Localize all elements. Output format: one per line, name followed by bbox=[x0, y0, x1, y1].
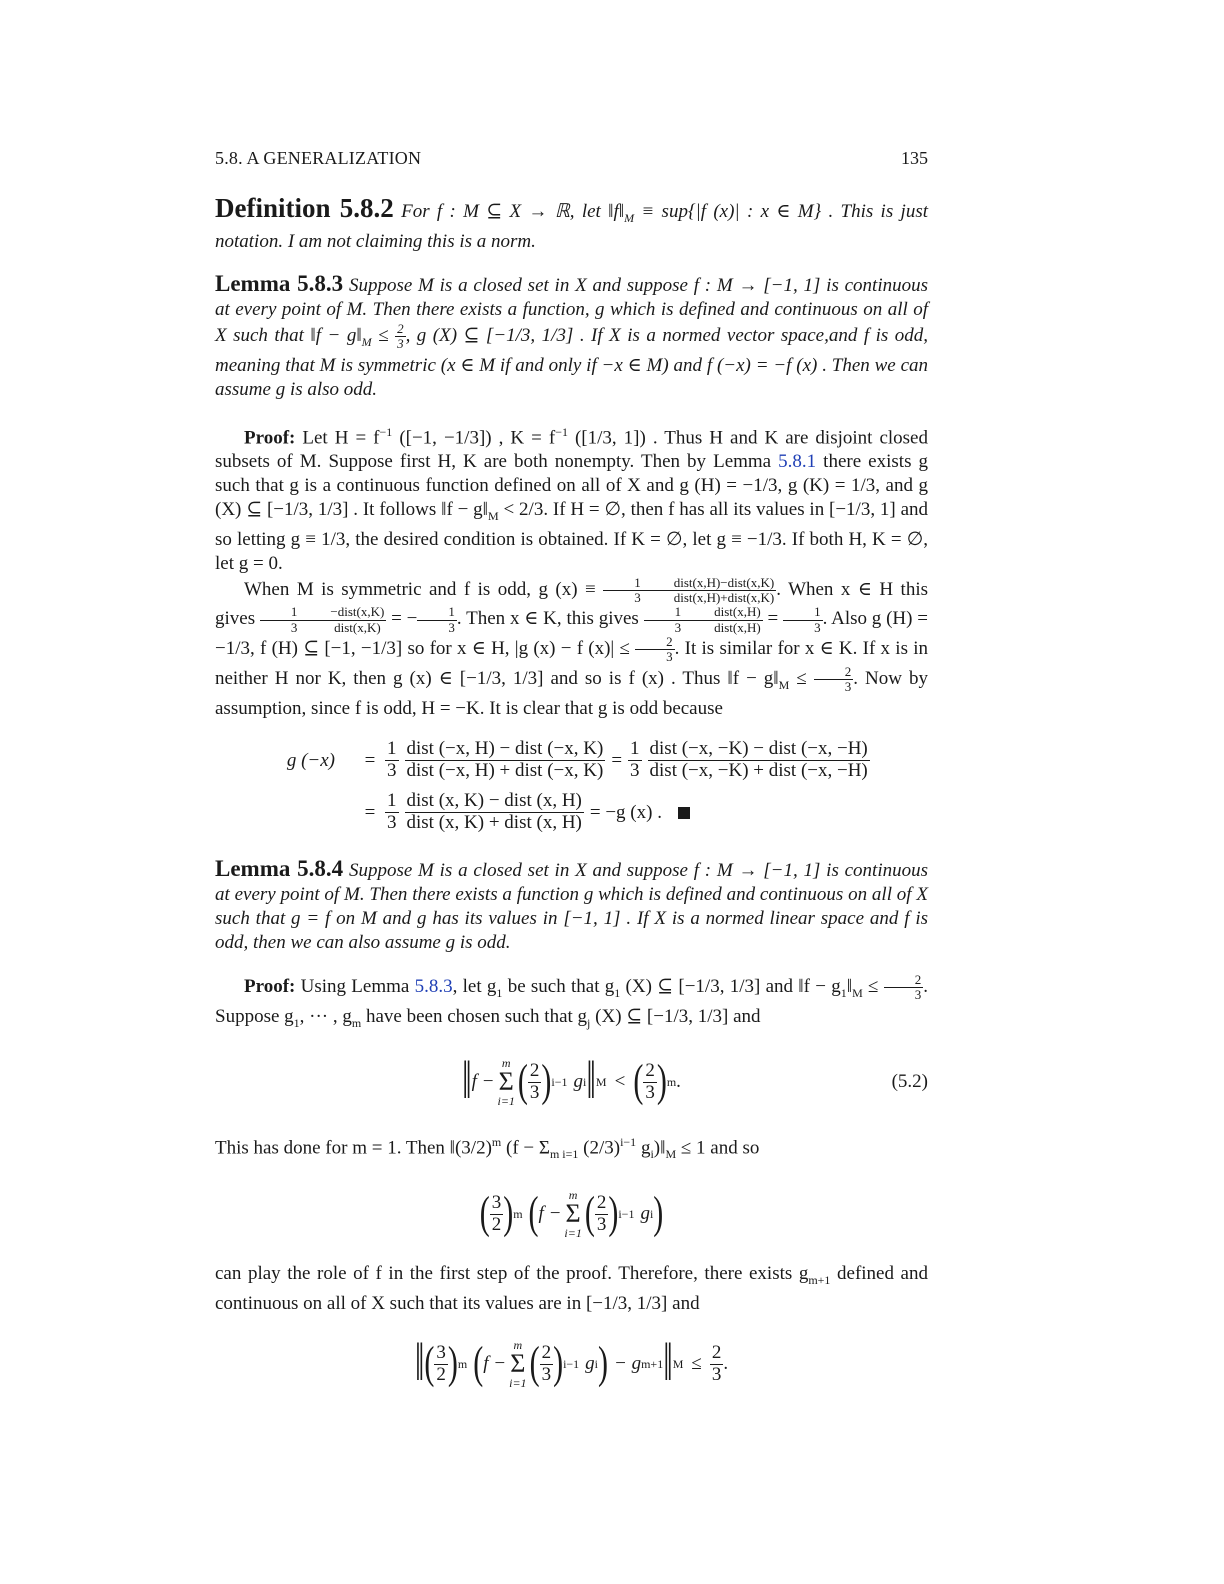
align-row-2: = $\frac{1}{3}$ $\frac{\text{dist (x, K) − dist (x, H)}}{\text{dist (x, K) + dist (x, H)}}$ = −g (x) . bbox=[215, 787, 928, 839]
lemma-text: Suppose M is a closed set in X and suppose f : M → [−1, 1] is continuous at every point of M. Then there exists a function g which is defined and continuous on all of X such that g = f on M and g has its values in [−1, 1] . If X is a normed linear space and f is odd, then we can also assume g is odd. bbox=[215, 859, 929, 953]
proof-1-paragraph-2: When M is symmetric and f is odd, g (x) ≡ $\frac{1}{3}$ $\frac{\text{dist(x,H)−dist(x,K)}}{\text{dist(x,H)+dist(x,K)}}$ . When x ∈ H this gives $\frac{1}{3}$ $\frac{\text{−dist(x,K)}}{\text{dist(x,K)}}$ = − $\frac{1}{3}$ . Then x ∈ K, this gives $\frac{1}{3}$ $\frac{\text{dist(x,H)}}{\text{dist(x,H)}}$ = $\frac{1}{3}$ . Also g (H) = −1/3, f (H) ⊆ [−1, −1/3] so for x ∈ H, |g (x) − f (x)| ≤ $\frac{2}{3}$ . It is similar for x ∈ K. If x is in neither H nor K, then g (x) ∈ [−1/3, 1/3] and so is f (x) . Thus ‖f − $g‖_M$ ≤ $\frac{2}{3}$ . Now by assumption, since f is odd, H = −K. It is clear that g is odd because bbox=[215, 574, 929, 719]
lemma-text: Suppose M is a closed set in X and suppose f : M → [−1, 1] is continuous at every point of M. Then there exists a function, g which is defined and continuous on all of X such that ‖f − $g‖_M$ ≤ $\frac{2}{3}$ , g (X) ⊆ [−1/3, 1/3] . If X is a normed vector space,and f is odd, meaning that M is symmetric (x ∈ M if and only if −x ∈ M) and f (−x) = −f (x) . Then we can assume g is also odd. bbox=[215, 274, 929, 400]
section-title: 5.8. A GENERALIZATION bbox=[215, 148, 422, 168]
continuation-paragraph: can play the role of f in the first step of the proof. Therefore, there exists $g_{m+1}$ defined and continuous on all of X such that its values are in [−1/3, 1/3] and bbox=[215, 1263, 928, 1315]
proof-label: Proof: bbox=[244, 975, 296, 997]
proof-2-paragraph: Proof: Using Lemma 5.8.3, let $g_1$ be such that $g_1$ (X) ⊆ [−1/3, 1/3] and ‖f − $g_1‖_M$ ≤ $\frac{2}{3}$ . Suppose $g_1$, ··· , $g_m$ have been chosen such that $g_j$ (X) ⊆ [−1/3, 1/3] and bbox=[215, 971, 928, 1030]
proof-label: Proof: bbox=[244, 427, 296, 449]
lemma-label: Lemma 5.8.4 bbox=[215, 855, 344, 881]
lemma-5-8-1-link[interactable]: 5.8.1 bbox=[778, 451, 817, 473]
page bbox=[215, 146, 928, 1412]
proof-1-paragraph-1: Proof: Let $H = f^{-1}$ ([−1, −1/3]) , $K = f^{-1}$ ([1/3, 1]) . Thus H and K are disjoint closed subsets of M. Suppose first H, K are both nonempty. Then by Lemma 5.8.1 there exists g such that g is a continuous function defined on all of X and g (H) = −1/3, g (K) = 1/3, and g (X) ⊆ [−1/3, 1/3] . It follows ‖f − $g‖_M < 2/3$. If H = ∅, then f has all its values in [−1/3, 1] and so letting g ≡ 1/3, the desired condition is obtained. If K = ∅, let g ≡ −1/3. If both H, K = ∅, let g = 0. bbox=[215, 424, 929, 574]
lemma-5-8-4 bbox=[215, 857, 928, 955]
definition-text: For f : M ⊆ X → ℝ, let $‖f‖_M \equiv sup\{|f$ (x)| : x ∈ M} . This is just notation. I am not claiming this is a norm. bbox=[215, 201, 928, 252]
lemma-label: Lemma 5.8.3 bbox=[215, 270, 344, 296]
final-inequality: ‖ ( $\frac{3}{2}$ ) m ( f − m Σ i=1 ( $\frac{2}{3}$ ) i−1 g i ) − g m+1 ‖ M ≤ $\frac{2}{3}$ . bbox=[414, 1333, 729, 1394]
align-row-1: g (−x) = $\frac{1}{3}$ $\frac{\text{dist (−x, H) − dist (−x, K)}}{\text{dist (−x, H) + dist (−x, K)}}$ = $\frac{1}{3}$ $\frac{\text{dist (−x, −K) − dist (−x, −H)}}{\text{dist (−x, −K) + dist (−x, −H)}}$ bbox=[286, 738, 868, 782]
lemma-5-8-3-link[interactable]: 5.8.3 bbox=[414, 975, 453, 997]
definition-label: Definition 5.8.2 bbox=[215, 193, 394, 223]
inline-step: This has done for m = 1. Then $‖(3/2)^m$ ($f - \Sigma_{m i=1}$ $(2/3)^{i-1}$ $g_i)‖_M \le 1$ and so bbox=[215, 1135, 760, 1162]
lemma-5-8-3 bbox=[215, 272, 928, 402]
definition-5-8-2 bbox=[215, 193, 928, 254]
equation-5-2: ‖ f − m Σ i=1 ( $\frac{2}{3}$ ) i−1 g i ‖ M < ( $\frac{2}{3}$ ) m . (5.2) bbox=[462, 1051, 928, 1112]
qed-square-icon bbox=[678, 807, 690, 819]
aligned-equation bbox=[215, 735, 928, 839]
display-expression: ( $\frac{3}{2}$ ) m ( f − m Σ i=1 ( $\frac{2}{3}$ ) i−1 g i ) bbox=[479, 1188, 664, 1241]
running-head bbox=[215, 146, 928, 170]
page-number: 135 bbox=[901, 148, 928, 168]
equation-number: (5.2) bbox=[891, 1071, 928, 1093]
